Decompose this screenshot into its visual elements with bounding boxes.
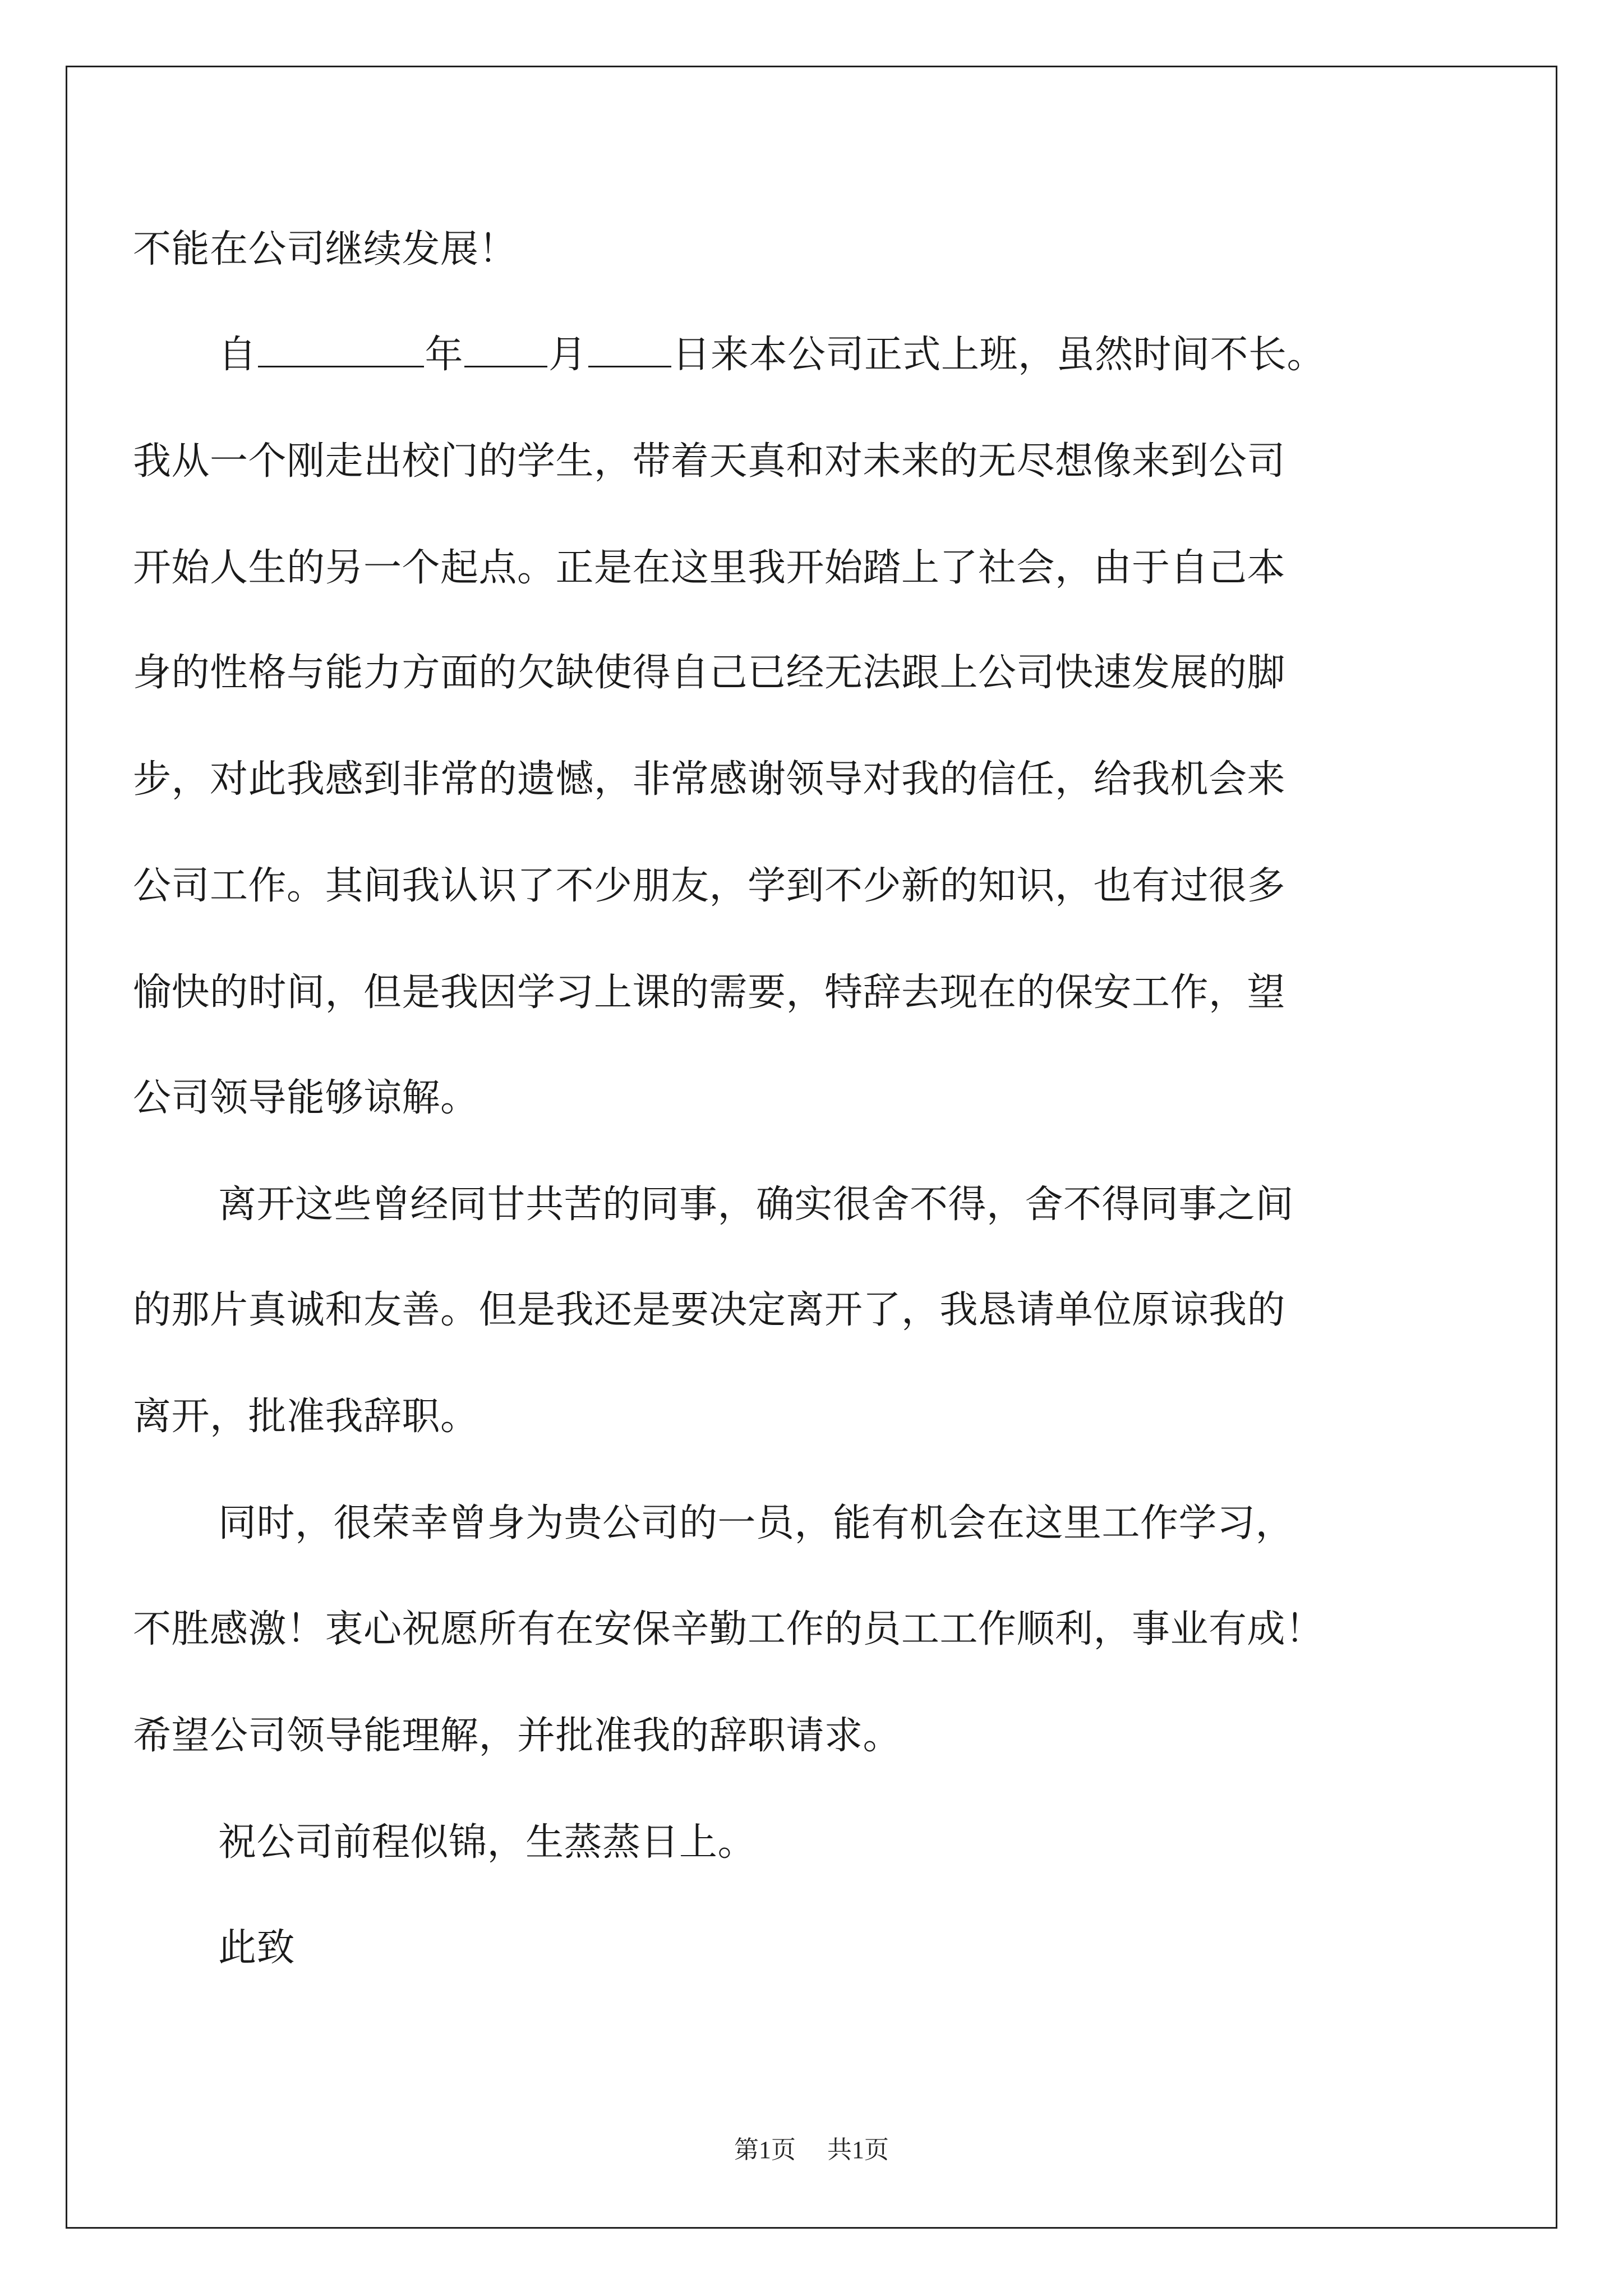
text-line: 的那片真诚和友善。但是我还是要决定离开了，我恳请单位原谅我的 [133,1288,1286,1332]
text-line: 不能在公司继续发展！ [133,227,518,272]
month-label: 月 [548,333,587,377]
text-line: 公司工作。其间我认识了不少朋友，学到不少新的知识，也有过很多 [133,864,1286,908]
text-line: 不胜感激！衷心祝愿所有在安保辛勤工作的员工工作顺利，事业有成！ [133,1607,1324,1651]
closing-line: 此致 [218,1926,296,1970]
year-label: 年 [425,333,464,377]
year-blank [258,333,424,367]
page-border [66,66,1557,2229]
text-line: 愉快的时间，但是我因学习上课的需要，特辞去现在的保安工作，望 [133,970,1286,1015]
date-suffix: 日来本公司正式上班，虽然时间不长。 [672,333,1326,377]
text-line: 公司领导能够谅解。 [133,1076,479,1120]
day-blank [588,333,671,367]
month-blank [464,333,547,367]
page-number: 第1页 [734,2136,796,2164]
text-line: 我从一个刚走出校门的学生，带着天真和对未来的无尽想像来到公司 [133,439,1286,484]
text-line: 希望公司领导能理解，并批准我的辞职请求。 [133,1714,902,1758]
text-line: 离开这些曾经同甘共苦的同事，确实很舍不得，舍不得同事之间 [218,1182,1294,1227]
text-line: 步，对此我感到非常的遗憾，非常感谢领导对我的信任，给我机会来 [133,757,1286,802]
text-line: 祝公司前程似锦，生蒸蒸日上。 [218,1820,757,1865]
page-footer [0,2134,1623,2166]
text-line: 身的性格与能力方面的欠缺使得自己已经无法跟上公司快速发展的脚 [133,651,1286,695]
date-prefix: 自 [218,333,257,377]
text-line: 同时，很荣幸曾身为贵公司的一员，能有机会在这里工作学习， [218,1501,1294,1545]
page-total: 共1页 [827,2136,889,2164]
date-line [133,333,1325,378]
text-line: 开始人生的另一个起点。正是在这里我开始踏上了社会，由于自己本 [133,546,1286,590]
text-line: 离开，批准我辞职。 [133,1395,479,1439]
